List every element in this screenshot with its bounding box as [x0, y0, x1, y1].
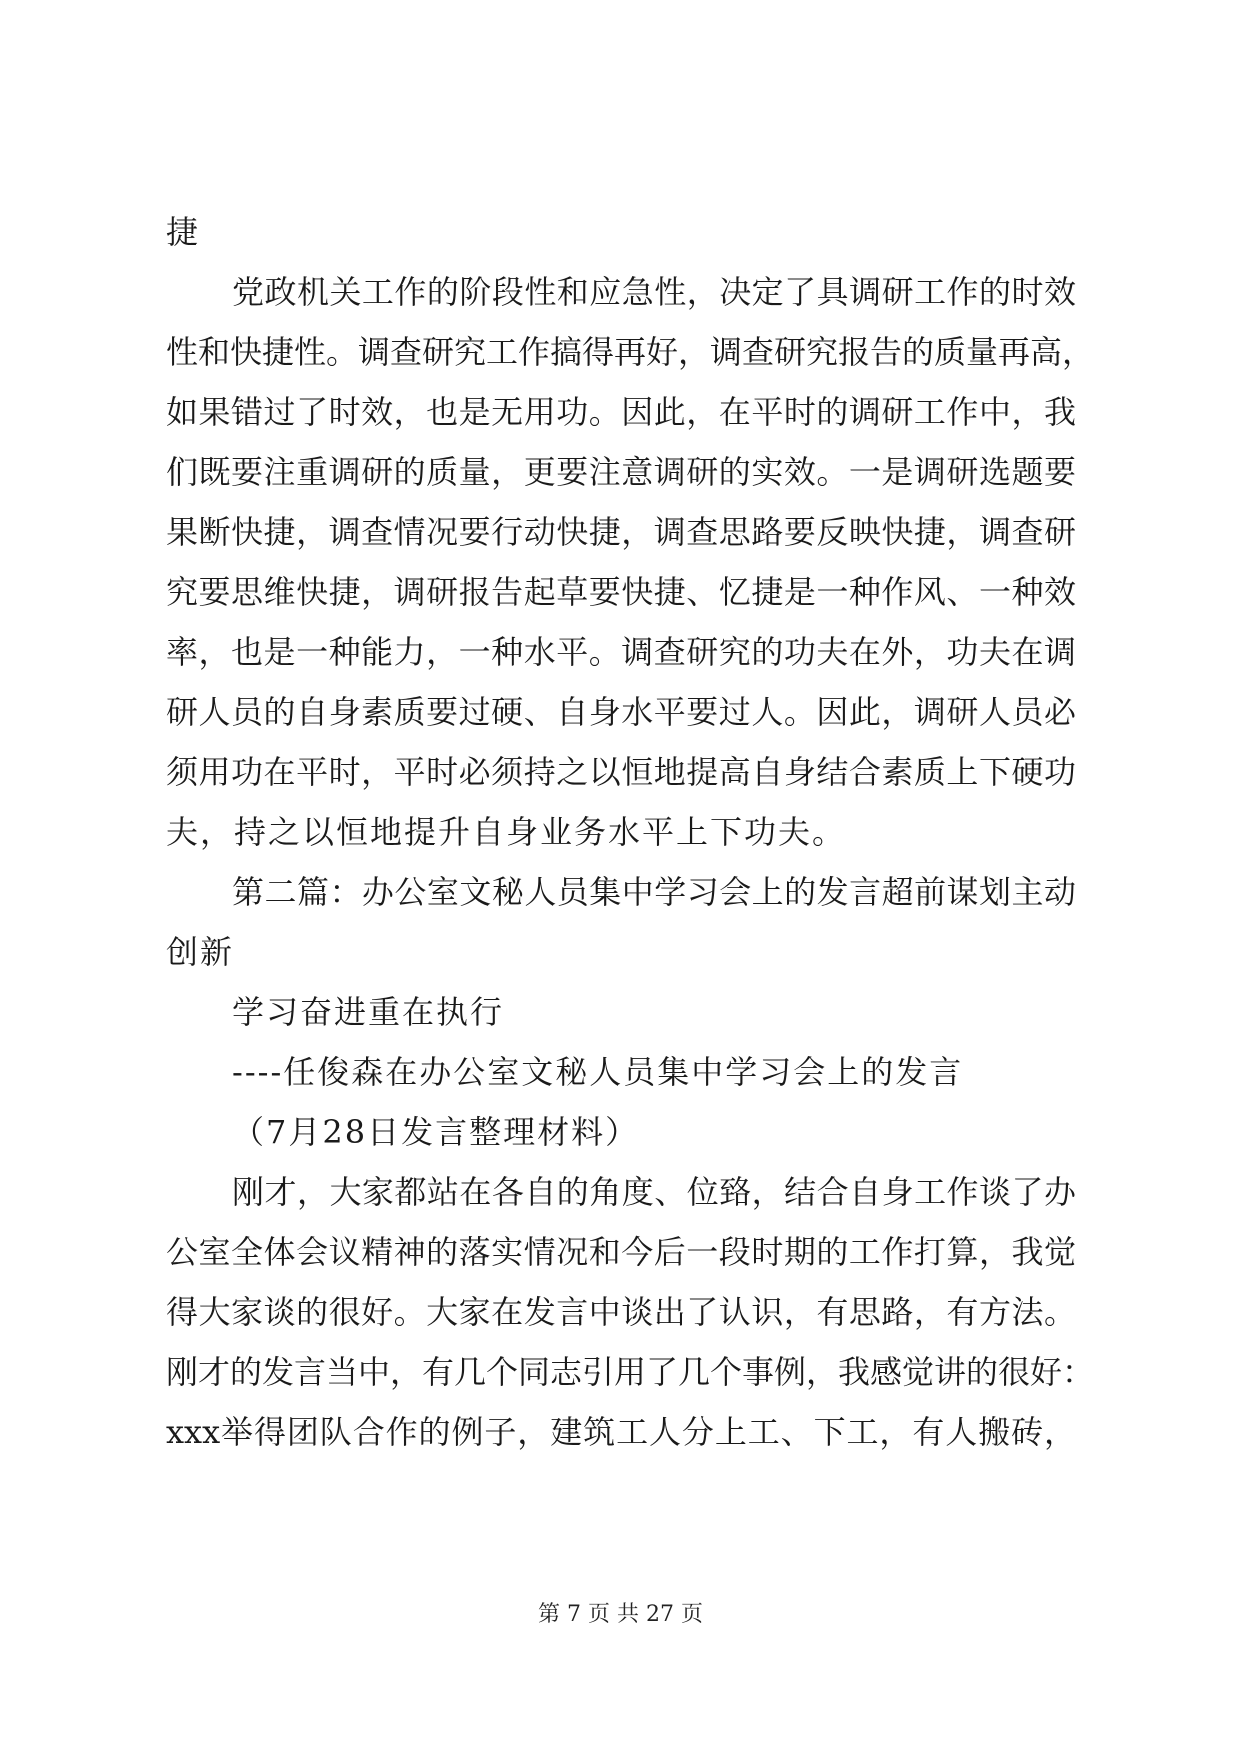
text-line: 性和快捷性。调查研究工作搞得再好，调查研究报告的质量再高， [166, 333, 1095, 371]
text-line: 捷 [166, 213, 201, 251]
text-line: 党政机关工作的阶段性和应急性，决定了具调研工作的时效 [232, 273, 1076, 311]
speech-date-note: （7月28日发言整理材料） [232, 1113, 640, 1151]
text-line: 果断快捷，调查情况要行动快捷，调查思路要反映快捷，调查研 [166, 513, 1076, 551]
page-number: 第 7 页 共 27 页 [538, 1602, 703, 1627]
text-line: 们既要注重调研的质量，更要注意调研的实效。一是调研选题要 [166, 453, 1076, 491]
text-line: 率，也是一种能力，一种水平。调查研究的功夫在外，功夫在调 [166, 633, 1076, 671]
speech-title: 学习奋进重在执行 [232, 993, 505, 1031]
text-line: xxx举得团队合作的例子，建筑工人分上工、下工，有人搬砖， [166, 1413, 1076, 1451]
section-heading: 第二篇：办公室文秘人员集中学习会上的发言超前谋划主动 [232, 873, 1076, 911]
text-line: 研人员的自身素质要过硬、自身水平要过人。因此，调研人员必 [166, 693, 1076, 731]
text-line: 如果错过了时效，也是无用功。因此，在平时的调研工作中，我 [166, 393, 1076, 431]
text-line: 夫，持之以恒地提升自身业务水平上下功夫。 [166, 813, 847, 851]
text-line: 刚才，大家都站在各自的角度、位臵，结合自身工作谈了办 [232, 1173, 1076, 1211]
section-heading-continued: 创新 [166, 933, 235, 971]
text-line: 刚才的发言当中，有几个同志引用了几个事例，我感觉讲的很好： [166, 1353, 1095, 1391]
speech-byline: ----任俊森在办公室文秘人员集中学习会上的发言 [232, 1053, 964, 1091]
text-line: 究要思维快捷，调研报告起草要快捷、忆捷是一种作风、一种效 [166, 573, 1076, 611]
text-line: 须用功在平时，平时必须持之以恒地提高自身结合素质上下硬功 [166, 753, 1076, 791]
text-line: 公室全体会议精神的落实情况和今后一段时期的工作打算，我觉 [166, 1233, 1076, 1271]
text-line: 得大家谈的很好。大家在发言中谈出了认识，有思路，有方法。 [166, 1293, 1076, 1331]
